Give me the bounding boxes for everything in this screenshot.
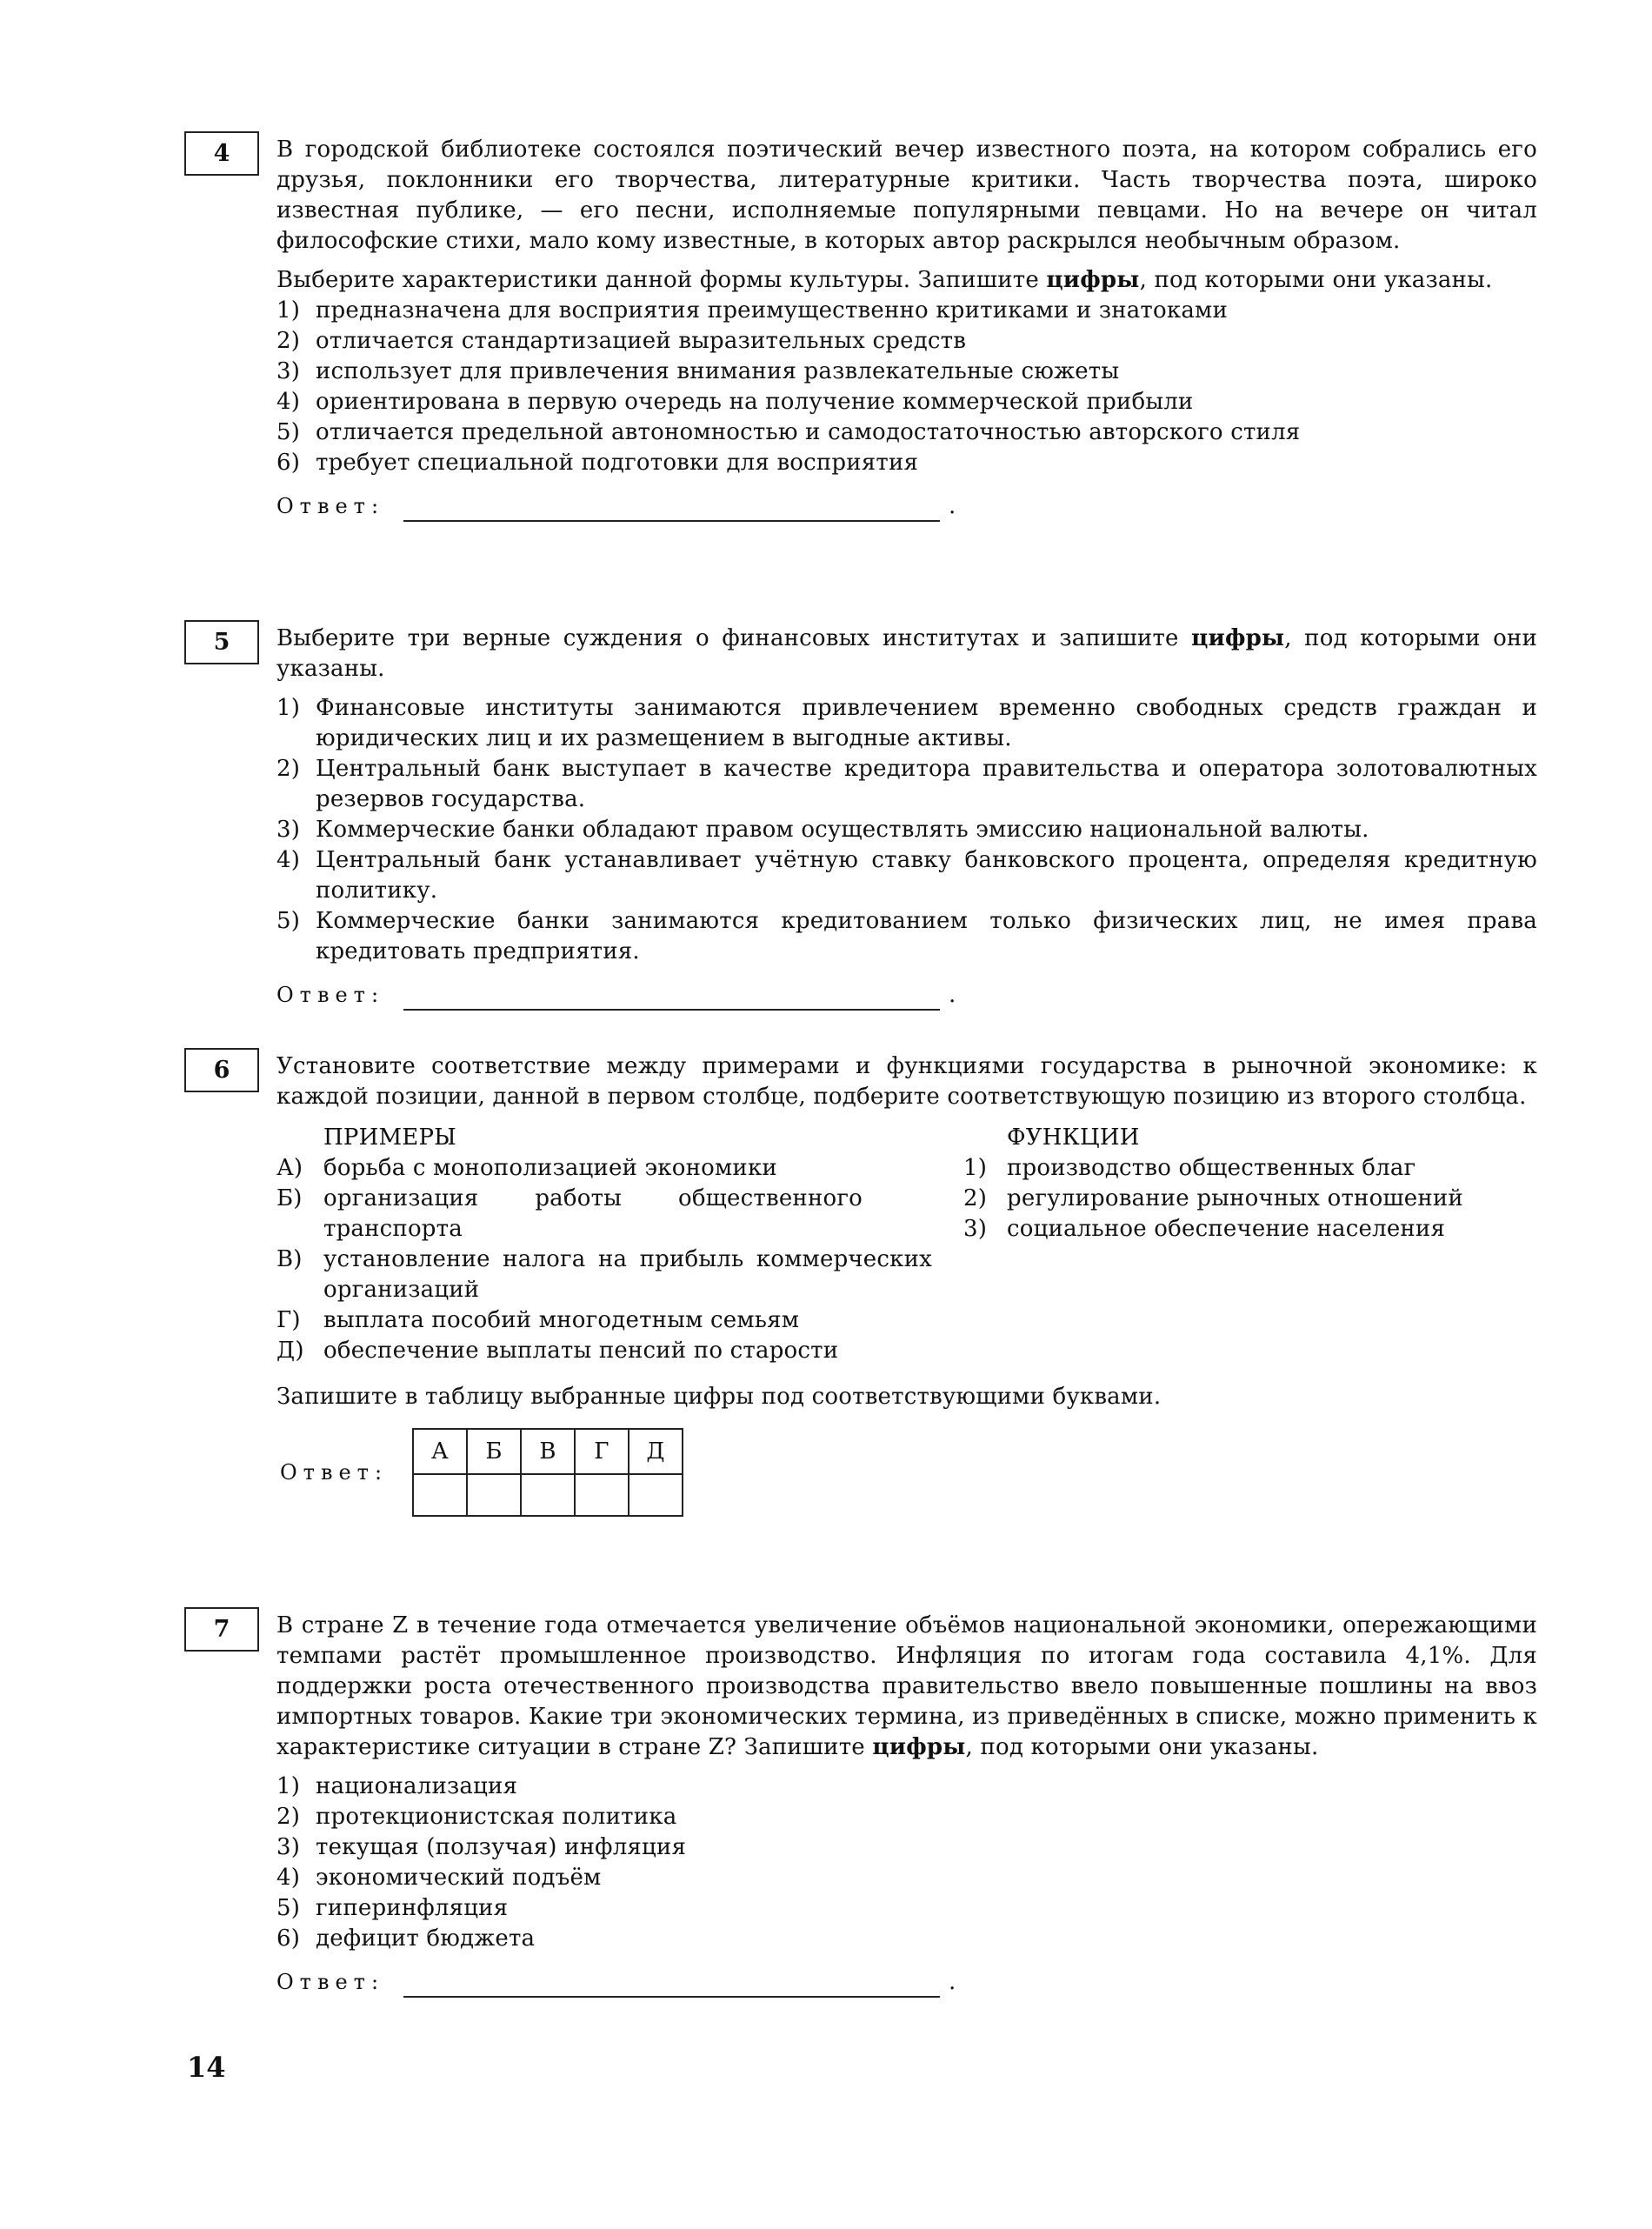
example-item: А) борьба с монополизацией экономики [276, 1155, 777, 1181]
question-text: В стране Z в течение года отмечается увеличение объёмов национальной экономики, опережающими темпами растёт промышленное производство. Инфляция по итогам года составила 4,1%. Для поддержки роста отечественного производства правительство ввело повышенные пошлины на ввоз импортных товаров. Какие три экономических термина, из приведённых в списке, можно применить к характеристике ситуации в стране Z? Запишите цифры, под которыми они указаны. [276, 1612, 1537, 1760]
emphasis: цифры [1191, 625, 1285, 651]
option: 1) национализация [276, 1773, 518, 1799]
matching-columns [276, 1123, 1537, 1366]
answer-label: Ответ: [276, 1970, 385, 1994]
answer-field[interactable] [403, 1973, 940, 1998]
option: 4) ориентирована в первую очередь на получение коммерческой прибыли [276, 389, 1194, 415]
column-header: Б [467, 1429, 521, 1474]
option: 2) отличается стандартизацией выразительных средств [276, 328, 967, 354]
example-item: В) установление налога на прибыль коммерческих организаций [276, 1246, 932, 1303]
options-list [276, 296, 1537, 478]
example-item: Д) обеспечение выплаты пенсий по старости [276, 1338, 839, 1364]
option: 3) текущая (ползучая) инфляция [276, 1834, 687, 1860]
question-body [276, 1611, 1537, 1998]
answer-row: Ответ: . [276, 487, 1537, 522]
option: 6) дефицит бюджета [276, 1925, 536, 1952]
question-text: В городской библиотеке состоялся поэтический вечер известного поэта, на котором собрались его друзья, поклонники его творчества, литературные критики. Часть творчества поэта, широко известная публике, — его песни, исполняемые популярными певцами. Но на вечере он читал философские стихи, мало кому известные, в которых автор раскрылся необычным образом. [276, 137, 1537, 254]
option: 1) Финансовые институты занимаются привлечением временно свободных средств граждан и юридических лиц и их размещением в выгодные активы. [276, 695, 1537, 751]
column-header: Д [629, 1429, 683, 1474]
function-item: 3) социальное обеспечение населения [963, 1216, 1446, 1242]
example-item: Г) выплата пособий многодетным семьям [276, 1307, 800, 1333]
option: 5) гиперинфляция [276, 1895, 509, 1921]
page-number: 14 [187, 2051, 226, 2084]
question-number: 6 [213, 1057, 230, 1084]
answer-field[interactable] [403, 497, 940, 522]
question-instruction: Выберите три верные суждения о финансовых институтах и запишите цифры, под которыми они указаны. [276, 625, 1537, 682]
answer-label: Ответ: [276, 494, 385, 518]
answer-cell[interactable] [521, 1474, 575, 1516]
answer-cell[interactable] [467, 1474, 521, 1516]
emphasis: цифры [1046, 267, 1140, 293]
question-number: 5 [213, 629, 230, 656]
answer-table-row [276, 1428, 1537, 1517]
examples-column [276, 1123, 963, 1366]
answer-label: Ответ: [280, 1459, 389, 1485]
answer-label: Ответ: [276, 983, 385, 1007]
option: 2) протекционистская политика [276, 1804, 677, 1830]
question-number-box [184, 1607, 259, 1652]
question-number: 4 [213, 140, 230, 167]
table-instruction: Запишите в таблицу выбранные цифры под соответствующими буквами. [276, 1384, 1162, 1410]
question-text: Установите соответствие между примерами и функциями государства в рыночной экономике: к каждой позиции, данной в первом столбце, подберите соответствующую позицию из второго столбца. [276, 1053, 1537, 1110]
functions-column [963, 1123, 1537, 1366]
question-number-box [184, 1048, 259, 1092]
question-number: 7 [213, 1616, 230, 1643]
answer-cell[interactable] [413, 1474, 467, 1516]
option: 6) требует специальной подготовки для восприятия [276, 450, 919, 476]
option: 3) использует для привлечения внимания развлекательные сюжеты [276, 358, 1120, 384]
functions-header: ФУНКЦИИ [1007, 1125, 1140, 1151]
option: 5) отличается предельной автономностью и самодостаточностью авторского стиля [276, 419, 1301, 445]
function-item: 2) регулирование рыночных отношений [963, 1185, 1463, 1211]
option: 4) экономический подъём [276, 1865, 602, 1891]
examples-header: ПРИМЕРЫ [323, 1125, 456, 1151]
question-body [276, 624, 1537, 1011]
question-body [276, 1051, 1537, 1517]
example-item: Б) организация работы общественного транспорта [276, 1185, 863, 1242]
column-header: А [413, 1429, 467, 1474]
options-list [276, 1772, 1537, 1954]
answer-field[interactable] [403, 986, 940, 1011]
question-body [276, 135, 1537, 522]
question-number-box [184, 131, 259, 176]
option: 2) Центральный банк выступает в качестве кредитора правительства и оператора золотовалютных резервов государства. [276, 756, 1537, 812]
answer-row: Ответ: . [276, 976, 1537, 1011]
answer-table [412, 1428, 683, 1517]
options-list [276, 693, 1537, 967]
column-header: Г [575, 1429, 629, 1474]
answer-cell[interactable] [575, 1474, 629, 1516]
option: 3) Коммерческие банки обладают правом осуществлять эмиссию национальной валюты. [276, 817, 1369, 843]
function-item: 1) производство общественных благ [963, 1155, 1416, 1181]
answer-row: Ответ: . [276, 1963, 1537, 1998]
column-header: В [521, 1429, 575, 1474]
answer-cell[interactable] [629, 1474, 683, 1516]
option: 1) предназначена для восприятия преимущественно критиками и знатоками [276, 297, 1228, 324]
emphasis: цифры [872, 1734, 966, 1760]
question-instruction: Выберите характеристики данной формы культуры. Запишите цифры, под которыми они указаны. [276, 267, 1493, 293]
question-number-box [184, 620, 259, 664]
option: 5) Коммерческие банки занимаются кредитованием только физических лиц, не имея права кредитовать предприятия. [276, 908, 1537, 964]
option: 4) Центральный банк устанавливает учётную ставку банковского процента, определяя кредитную политику. [276, 847, 1537, 904]
